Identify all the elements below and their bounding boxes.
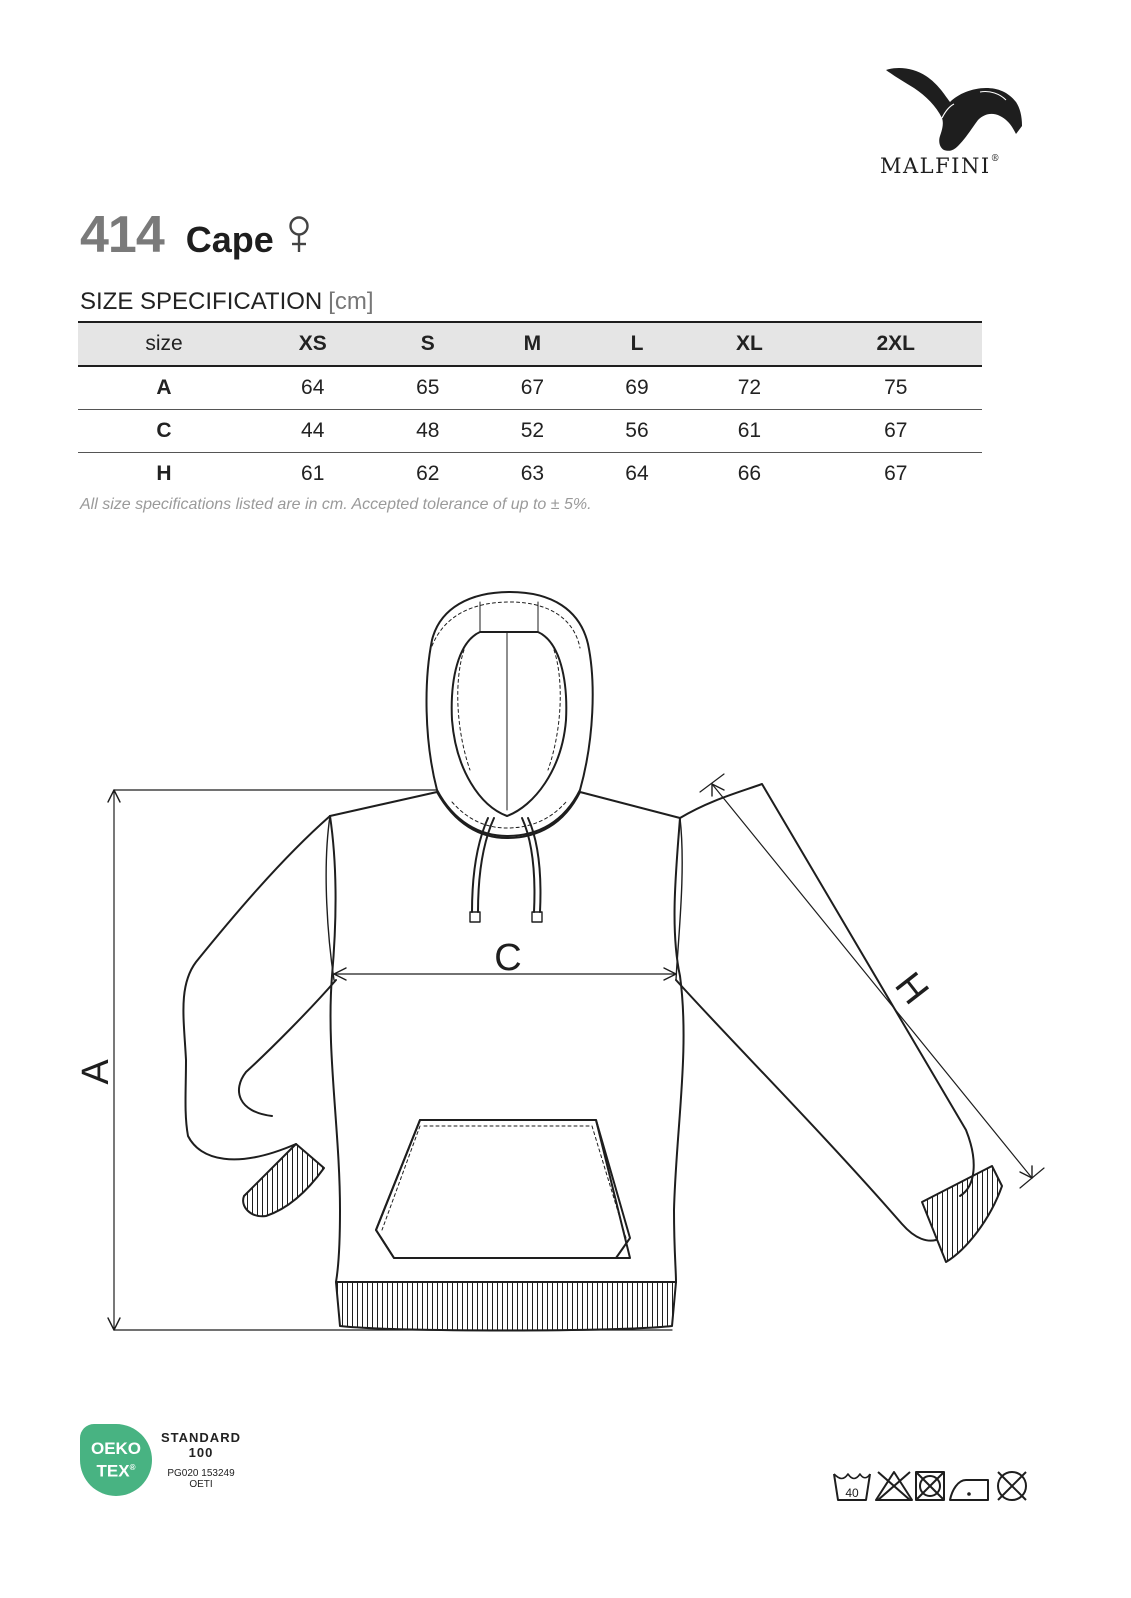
table-cell: 48 [416, 419, 440, 442]
table-cell: 67 [884, 419, 908, 442]
hoodie-diagram [60, 570, 1071, 1360]
table-cell: 63 [520, 462, 545, 485]
column-header: M [523, 332, 542, 355]
product-code: 414 [80, 206, 164, 264]
table-cell: 69 [625, 376, 649, 399]
iron-low-icon [950, 1480, 988, 1500]
column-header: 2XL [876, 332, 915, 355]
row-label: C [156, 419, 172, 442]
no-dry-clean-icon [998, 1472, 1026, 1500]
eagle-icon [880, 60, 1050, 155]
oeko-mark: ® [129, 1463, 136, 1473]
dimension-a-label: A [75, 1059, 117, 1085]
size-table [78, 321, 982, 495]
registered-mark: ® [990, 154, 1002, 164]
kangaroo-pocket [376, 1120, 630, 1258]
table-cell: 61 [301, 462, 325, 485]
right-sleeve [676, 784, 1002, 1262]
table-cell: 64 [625, 462, 649, 485]
column-header: L [630, 332, 644, 355]
brand-logo [880, 60, 1050, 190]
table-cell: 64 [301, 376, 325, 399]
testing-institute: OETI [189, 1479, 213, 1490]
dimension-c-label: C [494, 937, 522, 979]
column-header: XL [735, 332, 763, 355]
tolerance-note: All size specifications listed are in cm. Accepted tolerance of up to ± 5%. [80, 496, 592, 513]
body [326, 792, 683, 1331]
no-tumble-dry-icon [916, 1472, 944, 1500]
table-cell: 72 [737, 376, 762, 399]
product-name: Cape [185, 219, 274, 260]
spec-unit: [cm] [328, 288, 374, 315]
spec-heading: SIZE SPECIFICATION [cm] [80, 288, 374, 315]
table-cell: 66 [737, 462, 762, 485]
table-cell: 67 [520, 376, 545, 399]
table-cell: 52 [520, 419, 545, 442]
female-symbol-icon [288, 215, 310, 255]
table-cell: 65 [416, 376, 440, 399]
care-symbols [832, 1466, 1032, 1506]
brand-name: MALFINI® [880, 154, 1002, 178]
column-header: S [420, 332, 435, 355]
table-row [78, 410, 982, 453]
standard-number: 100 [188, 1445, 214, 1460]
left-sleeve [183, 816, 336, 1216]
table-cell: 44 [301, 419, 325, 442]
column-header: XS [298, 332, 327, 355]
wash-40-icon [834, 1474, 870, 1500]
table-cell: 75 [884, 376, 908, 399]
table-cell: 56 [625, 419, 649, 442]
oeko-tex-standard [160, 1430, 242, 1490]
table-cell: 67 [884, 462, 908, 485]
standard-label: STANDARD [161, 1430, 241, 1445]
hood [427, 592, 593, 836]
row-label: H [156, 462, 172, 485]
dimension-h-label: H [886, 964, 937, 1013]
row-label: A [156, 376, 172, 399]
dimension-h [700, 774, 1044, 1188]
column-header: size [145, 332, 183, 355]
table-cell: 62 [416, 462, 440, 485]
table-row [78, 453, 982, 496]
table-cell: 61 [737, 419, 762, 442]
oeko-line1: OEKO [90, 1439, 142, 1459]
dimension-a [108, 790, 672, 1330]
product-title [80, 205, 310, 265]
oeko-line2: TEX® [96, 1461, 136, 1481]
no-bleach-icon [876, 1472, 912, 1500]
table-row [78, 366, 982, 410]
size-table-header [78, 322, 982, 366]
wash-temp: 40 [845, 1486, 859, 1500]
oeko-tex-logo [80, 1424, 152, 1496]
certificate-number: PG020 153249 [167, 1468, 235, 1479]
